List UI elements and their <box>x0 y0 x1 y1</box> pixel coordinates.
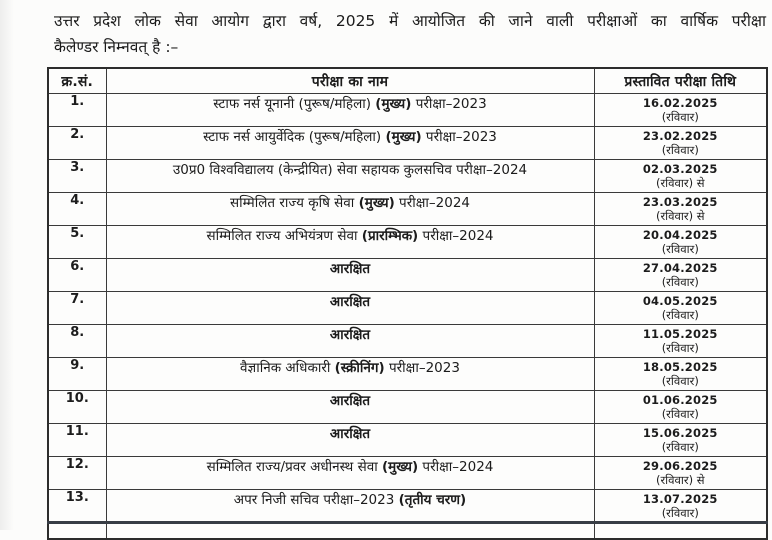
exam-date-cell <box>594 292 767 325</box>
exam-day: (रविवार) <box>661 505 699 520</box>
exam-date: 11.05.2025 <box>642 327 718 341</box>
exam-day: (रविवार) <box>661 308 699 322</box>
table-row <box>48 292 767 325</box>
exam-date: 01.06.2025 <box>642 393 718 407</box>
table-row <box>48 358 767 391</box>
exam-name-text: सम्मिलित राज्य कृषि सेवा <box>229 195 359 211</box>
table-row <box>48 193 767 226</box>
row-serial: 8. <box>48 325 106 358</box>
exam-name-suffix-text: परीक्षा–2023 <box>384 360 460 376</box>
exam-date: 04.05.2025 <box>642 294 718 308</box>
cropped-date-cell <box>594 523 767 540</box>
exam-date: 16.02.2025 <box>642 96 718 110</box>
exam-day: (रविवार) से <box>655 176 705 190</box>
table-row <box>48 424 767 457</box>
table-row <box>48 127 767 160</box>
exam-day: (रविवार) से <box>655 209 705 223</box>
row-serial: 6. <box>48 259 106 292</box>
exam-date: 29.06.2025 <box>642 459 718 473</box>
exam-name-text: उ0प्र0 विश्वविद्यालय (केन्द्रीयित) सेवा सहायक कुलसचिव परीक्षा–2024 <box>172 162 528 178</box>
document-heading <box>54 8 766 60</box>
exam-name-bold-text: (मुख्य) <box>382 459 419 475</box>
exam-name-cell <box>106 259 594 292</box>
table-row <box>48 490 767 523</box>
exam-name-bold-text: आरक्षित <box>329 393 371 409</box>
exam-name-bold-text: (प्रारम्भिक) <box>361 228 419 244</box>
row-serial: 10. <box>48 391 106 424</box>
exam-date-cell <box>594 457 767 490</box>
row-serial: 2. <box>48 127 106 160</box>
exam-day: (रविवार) से <box>655 473 705 487</box>
exam-name-suffix-text: परीक्षा–2023 <box>411 96 487 112</box>
table-row <box>48 226 767 259</box>
exam-name-text: स्टाफ नर्स यूनानी (पुरूष/महिला) <box>213 96 376 112</box>
exam-date-cell <box>594 358 767 391</box>
row-serial: 12. <box>48 457 106 490</box>
cropped-serial-cell <box>48 523 106 540</box>
exam-name-bold-text: (मुख्य) <box>358 195 395 211</box>
exam-name-bold-text: (स्क्रीनिंग) <box>334 360 385 376</box>
exam-name-suffix-text: परीक्षा–2024 <box>418 459 494 475</box>
exam-date-cell <box>594 391 767 424</box>
exam-name-cell <box>106 127 594 160</box>
column-header-exam-name: परीक्षा का नाम <box>106 68 594 94</box>
exam-name-cell <box>106 457 594 490</box>
row-serial: 11. <box>48 424 106 457</box>
exam-date-cell <box>594 226 767 259</box>
exam-day: (रविवार) <box>661 275 699 289</box>
table-header-row <box>48 68 767 94</box>
exam-day: (रविवार) <box>661 143 699 157</box>
exam-name-cell <box>106 193 594 226</box>
exam-name-bold-text: (मुख्य) <box>375 96 412 112</box>
exam-name-cell <box>106 94 594 127</box>
table-body <box>48 94 767 523</box>
exam-date: 23.03.2025 <box>642 195 718 209</box>
exam-date-cell <box>594 193 767 226</box>
exam-day: (रविवार) <box>661 341 699 355</box>
exam-name-text: अपर निजी सचिव परीक्षा–2023 <box>233 492 399 508</box>
row-serial: 3. <box>48 160 106 193</box>
exam-date-cell <box>594 259 767 292</box>
table-row <box>48 457 767 490</box>
exam-date: 13.07.2025 <box>642 491 718 506</box>
exam-date-cell <box>594 160 767 193</box>
heading-line-1: उत्तर प्रदेश लोक सेवा आयोग द्वारा वर्ष, 2025 में आयोजित की जाने वाली परीक्षाओं का वार्षिक परीक्षा <box>54 12 766 30</box>
exam-day: (रविवार) <box>661 242 699 256</box>
row-serial: 1. <box>48 94 106 127</box>
table-row <box>48 259 767 292</box>
exam-date: 20.04.2025 <box>642 228 718 242</box>
exam-name-cell <box>106 490 594 523</box>
exam-day: (रविवार) <box>661 440 699 454</box>
row-serial: 7. <box>48 292 106 325</box>
row-serial: 9. <box>48 358 106 391</box>
exam-name-text: स्टाफ नर्स आयुर्वेदिक (पुरूष/महिला) <box>203 129 386 145</box>
exam-name-bold-text: आरक्षित <box>329 426 371 442</box>
exam-name-bold-text: (तृतीय चरण) <box>398 492 467 508</box>
row-serial: 5. <box>48 226 106 259</box>
exam-name-cell <box>106 325 594 358</box>
exam-day: (रविवार) <box>661 407 699 421</box>
row-serial: 4. <box>48 193 106 226</box>
exam-name-cell <box>106 424 594 457</box>
exam-date-cell <box>594 490 767 523</box>
exam-day: (रविवार) <box>661 374 699 388</box>
exam-date-cell <box>594 325 767 358</box>
heading-line-2: कैलेण्डर निम्नवत् है :– <box>54 38 179 56</box>
exam-name-bold-text: आरक्षित <box>329 261 371 277</box>
table-row <box>48 160 767 193</box>
exam-date: 15.06.2025 <box>642 426 718 440</box>
exam-date-cell <box>594 94 767 127</box>
table-row <box>48 325 767 358</box>
cropped-name-cell <box>106 523 594 540</box>
exam-date-cell <box>594 424 767 457</box>
exam-name-cell <box>106 226 594 259</box>
exam-name-bold-text: (मुख्य) <box>385 129 422 145</box>
exam-date: 27.04.2025 <box>642 261 718 275</box>
row-serial: 13. <box>48 490 106 523</box>
exam-name-cell <box>106 391 594 424</box>
exam-name-suffix-text: परीक्षा–2024 <box>418 228 494 244</box>
column-header-serial: क्र.सं. <box>48 68 106 94</box>
exam-day: (रविवार) <box>661 110 699 124</box>
table-row-cropped <box>48 523 767 540</box>
exam-name-text: सम्मिलित राज्य/प्रवर अधीनस्थ सेवा <box>206 459 382 475</box>
exam-name-text: वैज्ञानिक अधिकारी <box>240 360 335 376</box>
table-row <box>48 391 767 424</box>
exam-name-suffix-text: परीक्षा–2024 <box>394 195 470 211</box>
exam-name-cell <box>106 160 594 193</box>
exam-date: 23.02.2025 <box>642 129 718 143</box>
exam-name-text: सम्मिलित राज्य अभियंत्रण सेवा <box>206 228 362 244</box>
exam-name-suffix-text: परीक्षा–2023 <box>421 129 497 145</box>
exam-name-cell <box>106 358 594 391</box>
exam-date-cell <box>594 127 767 160</box>
exam-calendar-table <box>47 67 768 540</box>
exam-name-bold-text: आरक्षित <box>329 294 371 310</box>
exam-name-bold-text: आरक्षित <box>329 327 371 343</box>
exam-name-cell <box>106 292 594 325</box>
column-header-proposed-date: प्रस्तावित परीक्षा तिथि <box>594 68 767 94</box>
table-row <box>48 94 767 127</box>
exam-date: 02.03.2025 <box>642 162 718 176</box>
table-partial-next-row <box>48 523 767 540</box>
exam-date: 18.05.2025 <box>642 360 718 374</box>
